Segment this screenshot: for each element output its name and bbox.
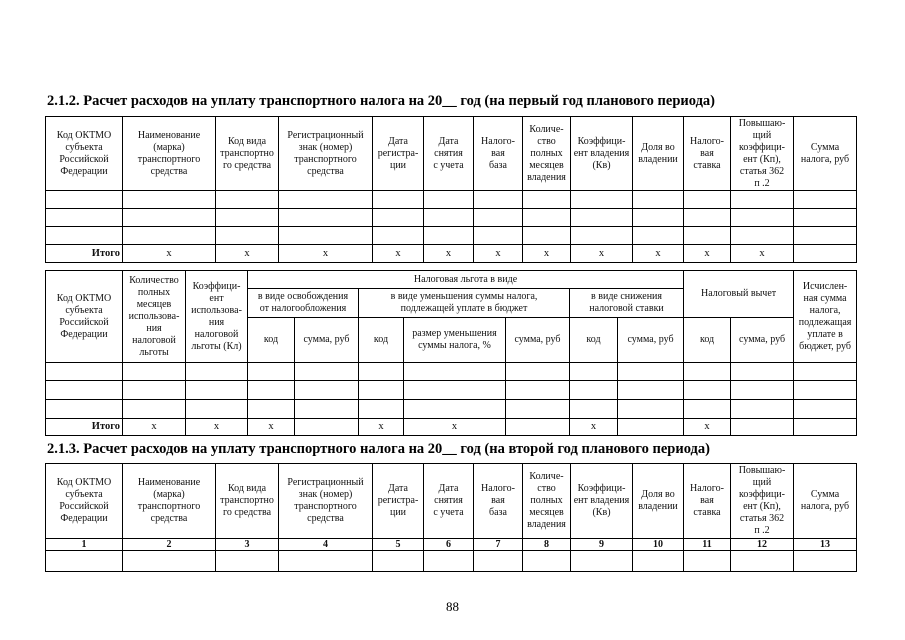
total-cell: х: [684, 419, 731, 436]
table-cell: [571, 209, 633, 227]
header-vehicle-name: Наименование (марка) транспортного средства: [123, 464, 216, 539]
table-cell: [684, 381, 731, 400]
header-tax-reduction: в виде уменьшения суммы налога, подлежащей уплате в бюджет: [359, 289, 570, 318]
table-row: [46, 551, 857, 572]
column-number: 5: [373, 539, 424, 551]
total-cell: х: [186, 419, 248, 436]
section-title-first-year: 2.1.2. Расчет расходов на уплату транспортного налога на 20__ год (на первый год планового периода): [47, 93, 716, 109]
header-benefit-coefficient: Коэффици- ент использова- ния налоговой льготы (Кл): [186, 271, 248, 363]
column-number: 10: [633, 539, 684, 551]
table-cell: [123, 209, 216, 227]
table-cell: [523, 227, 571, 245]
header-increasing-coefficient: Повышаю- щий коэффици- ент (Кп), статья 362 п .2: [731, 464, 794, 539]
table-cell: [248, 400, 295, 419]
table-cell: [506, 363, 570, 381]
column-number: 12: [731, 539, 794, 551]
total-row: [46, 245, 857, 263]
table-cell: [731, 363, 794, 381]
header-registration-number: Регистрационный знак (номер) транспортного средства: [279, 117, 373, 191]
column-number: 7: [474, 539, 523, 551]
header-oktmo-code: Код ОКТМО субъекта Российской Федерации: [46, 464, 123, 539]
table-cell: [404, 400, 506, 419]
total-cell: х: [373, 245, 424, 263]
header-months-owned: Количе- ство полных месяцев владения: [523, 117, 571, 191]
header-tax-base: Налого- вая база: [474, 464, 523, 539]
column-number: 1: [46, 539, 123, 551]
table-cell: [731, 551, 794, 572]
table-cell: [424, 209, 474, 227]
table-header-row: [46, 271, 857, 289]
page-number: 88: [446, 599, 459, 614]
table-cell: [570, 363, 618, 381]
header-deduction-code: код: [684, 318, 731, 363]
header-tax-payable: Исчислен- ная сумма налога, подлежащая уплате в бюджет, руб: [794, 271, 857, 363]
total-cell: х: [424, 245, 474, 263]
column-number: 2: [123, 539, 216, 551]
header-reduction-code: код: [359, 318, 404, 363]
table-cell: [46, 227, 123, 245]
table-cell: [618, 363, 684, 381]
table-cell: [373, 191, 424, 209]
header-registration-date: Дата регистра- ции: [373, 117, 424, 191]
header-tax-base: Налого- вая база: [474, 117, 523, 191]
header-ownership-coefficient: Коэффици- ент владения (Кв): [571, 464, 633, 539]
table-row: [46, 363, 857, 381]
total-cell: [506, 419, 570, 436]
table-cell: [794, 381, 857, 400]
table-cell: [359, 381, 404, 400]
table-cell: [123, 400, 186, 419]
column-number: 4: [279, 539, 373, 551]
header-exemption-sum: сумма, руб: [295, 318, 359, 363]
table-cell: [186, 363, 248, 381]
table-cell: [794, 551, 857, 572]
header-tax-rate: Налого- вая ставка: [684, 464, 731, 539]
table-cell: [295, 363, 359, 381]
header-oktmo-code: Код ОКТМО субъекта Российской Федерации: [46, 117, 123, 191]
tax-calculation-table-second-year: [45, 463, 857, 572]
total-cell: х: [404, 419, 506, 436]
table-cell: [373, 551, 424, 572]
total-cell: х: [570, 419, 618, 436]
table-cell: [216, 551, 279, 572]
table-cell: [570, 381, 618, 400]
table-cell: [123, 227, 216, 245]
table-cell: [684, 363, 731, 381]
total-cell: х: [248, 419, 295, 436]
total-cell: х: [523, 245, 571, 263]
table-cell: [46, 363, 123, 381]
table-row: [46, 381, 857, 400]
header-increasing-coefficient: Повышаю- щий коэффици- ент (Кп), статья 362 п .2: [731, 117, 794, 191]
table-cell: [279, 209, 373, 227]
total-cell: х: [633, 245, 684, 263]
header-registration-number: Регистрационный знак (номер) транспортного средства: [279, 464, 373, 539]
table-cell: [123, 363, 186, 381]
table-row: [46, 191, 857, 209]
table-cell: [216, 227, 279, 245]
table-header-row: [46, 464, 857, 539]
table-cell: [731, 191, 794, 209]
table-cell: [279, 227, 373, 245]
column-number: 8: [523, 539, 571, 551]
table-row: [46, 209, 857, 227]
table-cell: [633, 209, 684, 227]
table-cell: [373, 209, 424, 227]
table-cell: [123, 551, 216, 572]
table-cell: [359, 400, 404, 419]
header-vehicle-type-code: Код вида транспортно го средства: [216, 117, 279, 191]
table-cell: [731, 381, 794, 400]
header-registration-date: Дата регистра- ции: [373, 464, 424, 539]
table-cell: [248, 363, 295, 381]
total-cell: х: [684, 245, 731, 263]
table-cell: [684, 227, 731, 245]
table-cell: [731, 227, 794, 245]
table-cell: [794, 209, 857, 227]
table-cell: [633, 551, 684, 572]
header-rate-reduction: в виде снижения налоговой ставки: [570, 289, 684, 318]
table-cell: [279, 191, 373, 209]
table-cell: [424, 551, 474, 572]
table-cell: [279, 551, 373, 572]
header-deregistration-date: Дата снятия с учета: [424, 464, 474, 539]
table-cell: [46, 551, 123, 572]
table-row: [46, 400, 857, 419]
table-cell: [373, 227, 424, 245]
total-cell: х: [731, 245, 794, 263]
table-cell: [186, 381, 248, 400]
table-cell: [506, 400, 570, 419]
table-cell: [684, 551, 731, 572]
table-cell: [633, 227, 684, 245]
header-benefit-months: Количество полных месяцев использова- ния налоговой льготы: [123, 271, 186, 363]
table-cell: [633, 191, 684, 209]
total-cell: х: [359, 419, 404, 436]
section-title-second-year: 2.1.3. Расчет расходов на уплату транспортного налога на 20__ год (на второй год планового периода): [47, 441, 710, 457]
table-cell: [404, 363, 506, 381]
table-cell: [248, 381, 295, 400]
table-cell: [571, 191, 633, 209]
header-reduction-percent: размер уменьшения суммы налога, %: [404, 318, 506, 363]
table-cell: [523, 551, 571, 572]
total-cell: х: [571, 245, 633, 263]
table-cell: [295, 381, 359, 400]
header-tax-amount: Сумма налога, руб: [794, 117, 857, 191]
header-tax-benefit-group: Налоговая льгота в виде: [248, 271, 684, 289]
table-cell: [523, 191, 571, 209]
header-deregistration-date: Дата снятия с учета: [424, 117, 474, 191]
table-cell: [794, 227, 857, 245]
column-number: 11: [684, 539, 731, 551]
table-cell: [474, 209, 523, 227]
table-cell: [731, 209, 794, 227]
total-cell: х: [123, 419, 186, 436]
total-label: Итого: [46, 245, 123, 263]
column-number: 9: [571, 539, 633, 551]
column-number: 3: [216, 539, 279, 551]
table-cell: [474, 551, 523, 572]
header-deduction-sum: сумма, руб: [731, 318, 794, 363]
column-number: 13: [794, 539, 857, 551]
table-cell: [618, 400, 684, 419]
total-row: [46, 419, 857, 436]
table-cell: [216, 209, 279, 227]
table-cell: [216, 191, 279, 209]
table-cell: [523, 209, 571, 227]
table-cell: [424, 227, 474, 245]
total-cell: [618, 419, 684, 436]
table-cell: [618, 381, 684, 400]
header-months-owned: Количе- ство полных месяцев владения: [523, 464, 571, 539]
table-cell: [295, 400, 359, 419]
header-rate-reduction-sum: сумма, руб: [618, 318, 684, 363]
header-exemption: в виде освобождения от налогообложения: [248, 289, 359, 318]
header-oktmo-code: Код ОКТМО субъекта Российской Федерации: [46, 271, 123, 363]
total-cell: х: [216, 245, 279, 263]
table-cell: [359, 363, 404, 381]
column-number: 6: [424, 539, 474, 551]
header-tax-deduction: Налоговый вычет: [684, 271, 794, 318]
table-cell: [571, 227, 633, 245]
table-cell: [684, 191, 731, 209]
table-cell: [794, 400, 857, 419]
table-cell: [506, 381, 570, 400]
header-exemption-code: код: [248, 318, 295, 363]
table-cell: [46, 209, 123, 227]
header-vehicle-type-code: Код вида транспортно го средства: [216, 464, 279, 539]
table-cell: [794, 363, 857, 381]
header-tax-rate: Налого- вая ставка: [684, 117, 731, 191]
table-row: [46, 227, 857, 245]
table-cell: [186, 400, 248, 419]
total-cell: [794, 245, 857, 263]
total-cell: [794, 419, 857, 436]
table-cell: [684, 209, 731, 227]
header-tax-amount: Сумма налога, руб: [794, 464, 857, 539]
header-ownership-share: Доля во владении: [633, 464, 684, 539]
table-cell: [794, 191, 857, 209]
table-header-row: [46, 117, 857, 191]
table-cell: [570, 400, 618, 419]
header-ownership-share: Доля во владении: [633, 117, 684, 191]
total-cell: х: [474, 245, 523, 263]
table-cell: [684, 400, 731, 419]
total-cell: х: [123, 245, 216, 263]
table-cell: [731, 400, 794, 419]
header-rate-reduction-code: код: [570, 318, 618, 363]
table-cell: [123, 381, 186, 400]
table-cell: [46, 381, 123, 400]
table-cell: [404, 381, 506, 400]
total-cell: [295, 419, 359, 436]
table-cell: [46, 400, 123, 419]
table-cell: [474, 227, 523, 245]
column-number-row: [46, 539, 857, 551]
header-reduction-sum: сумма, руб: [506, 318, 570, 363]
table-cell: [46, 191, 123, 209]
header-vehicle-name: Наименование (марка) транспортного средства: [123, 117, 216, 191]
table-cell: [424, 191, 474, 209]
total-cell: [731, 419, 794, 436]
total-label: Итого: [46, 419, 123, 436]
table-cell: [474, 191, 523, 209]
table-cell: [123, 191, 216, 209]
tax-calculation-table-first-year: [45, 116, 857, 263]
header-ownership-coefficient: Коэффици- ент владения (Кв): [571, 117, 633, 191]
total-cell: х: [279, 245, 373, 263]
tax-benefit-table-first-year: [45, 270, 857, 436]
table-cell: [571, 551, 633, 572]
